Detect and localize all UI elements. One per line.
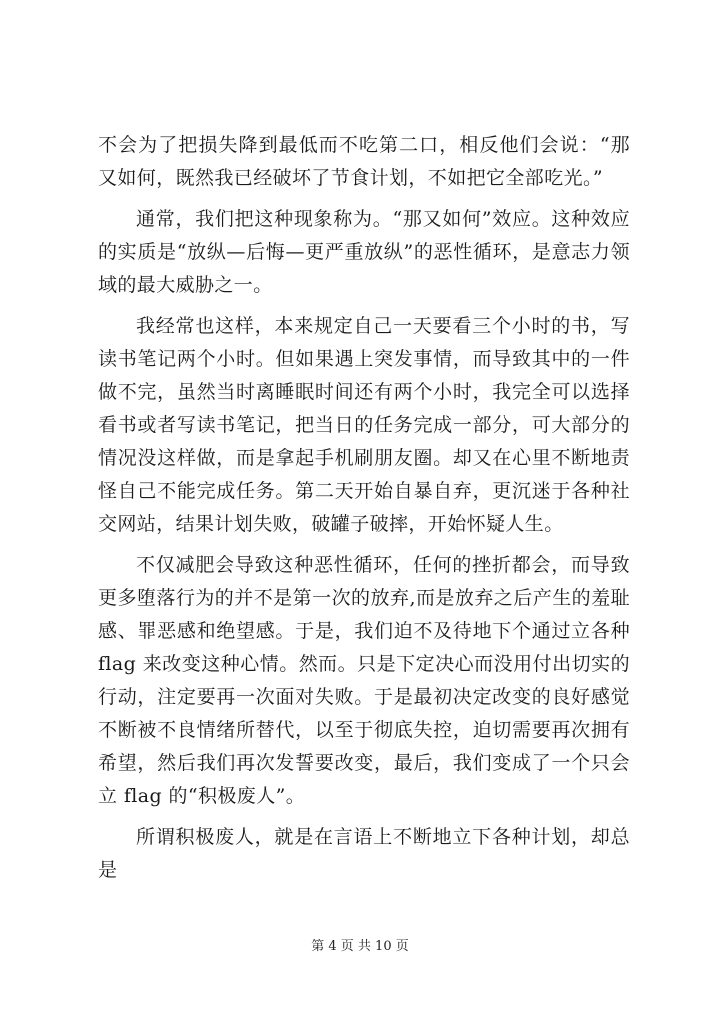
body-text <box>98 129 630 887</box>
paragraph: 不仅减肥会导致这种恶性循环，任何的挫折都会，而导致更多堕落行为的并不是第一次的放弃,而是放弃之后产生的羞耻感、罪恶感和绝望感。于是，我们迫不及待地下个通过立各种 flag 来改变这种心情。然而。只是下定决心而没用付出切实的行动，注定要再一次面对失败。于是最初决定改变的良好感觉不断被不良情绪所替代，以至于彻底失控，迫切需要再次拥有希望，然后我们再次发誓要改变，最后，我们变成了一个只会立 flag 的“积极废人”。 <box>98 554 630 807</box>
paragraph: 通常，我们把这种现象称为。“那又如何”效应。这种效应的实质是“放纵—后悔—更严重放纵”的恶性循环，是意志力领域的最大威胁之一。 <box>98 208 630 296</box>
paragraph: 我经常也这样，本来规定自己一天要看三个小时的书，写读书笔记两个小时。但如果遇上突发事情，而导致其中的一件做不完，虽然当时离睡眠时间还有两个小时，我完全可以选择看书或者写读书笔记，把当日的任务完成一部分，可大部分的情况没这样做，而是拿起手机刷朋友圈。却又在心里不断地责怪自己不能完成任务。第二天开始自暴自弃，更沉迷于各种社交网站，结果计划失败，破罐子破摔，开始怀疑人生。 <box>98 315 630 535</box>
paragraph: 所谓积极废人，就是在言语上不断地立下各种计划，却总是 <box>98 826 630 881</box>
page-number-footer: 第 4 页 共 10 页 <box>311 939 409 954</box>
paragraph-continued: 不会为了把损失降到最低而不吃第二口，相反他们会说：“那又如何，既然我已经破坏了节食计划，不如把它全部吃光。” <box>98 134 630 189</box>
